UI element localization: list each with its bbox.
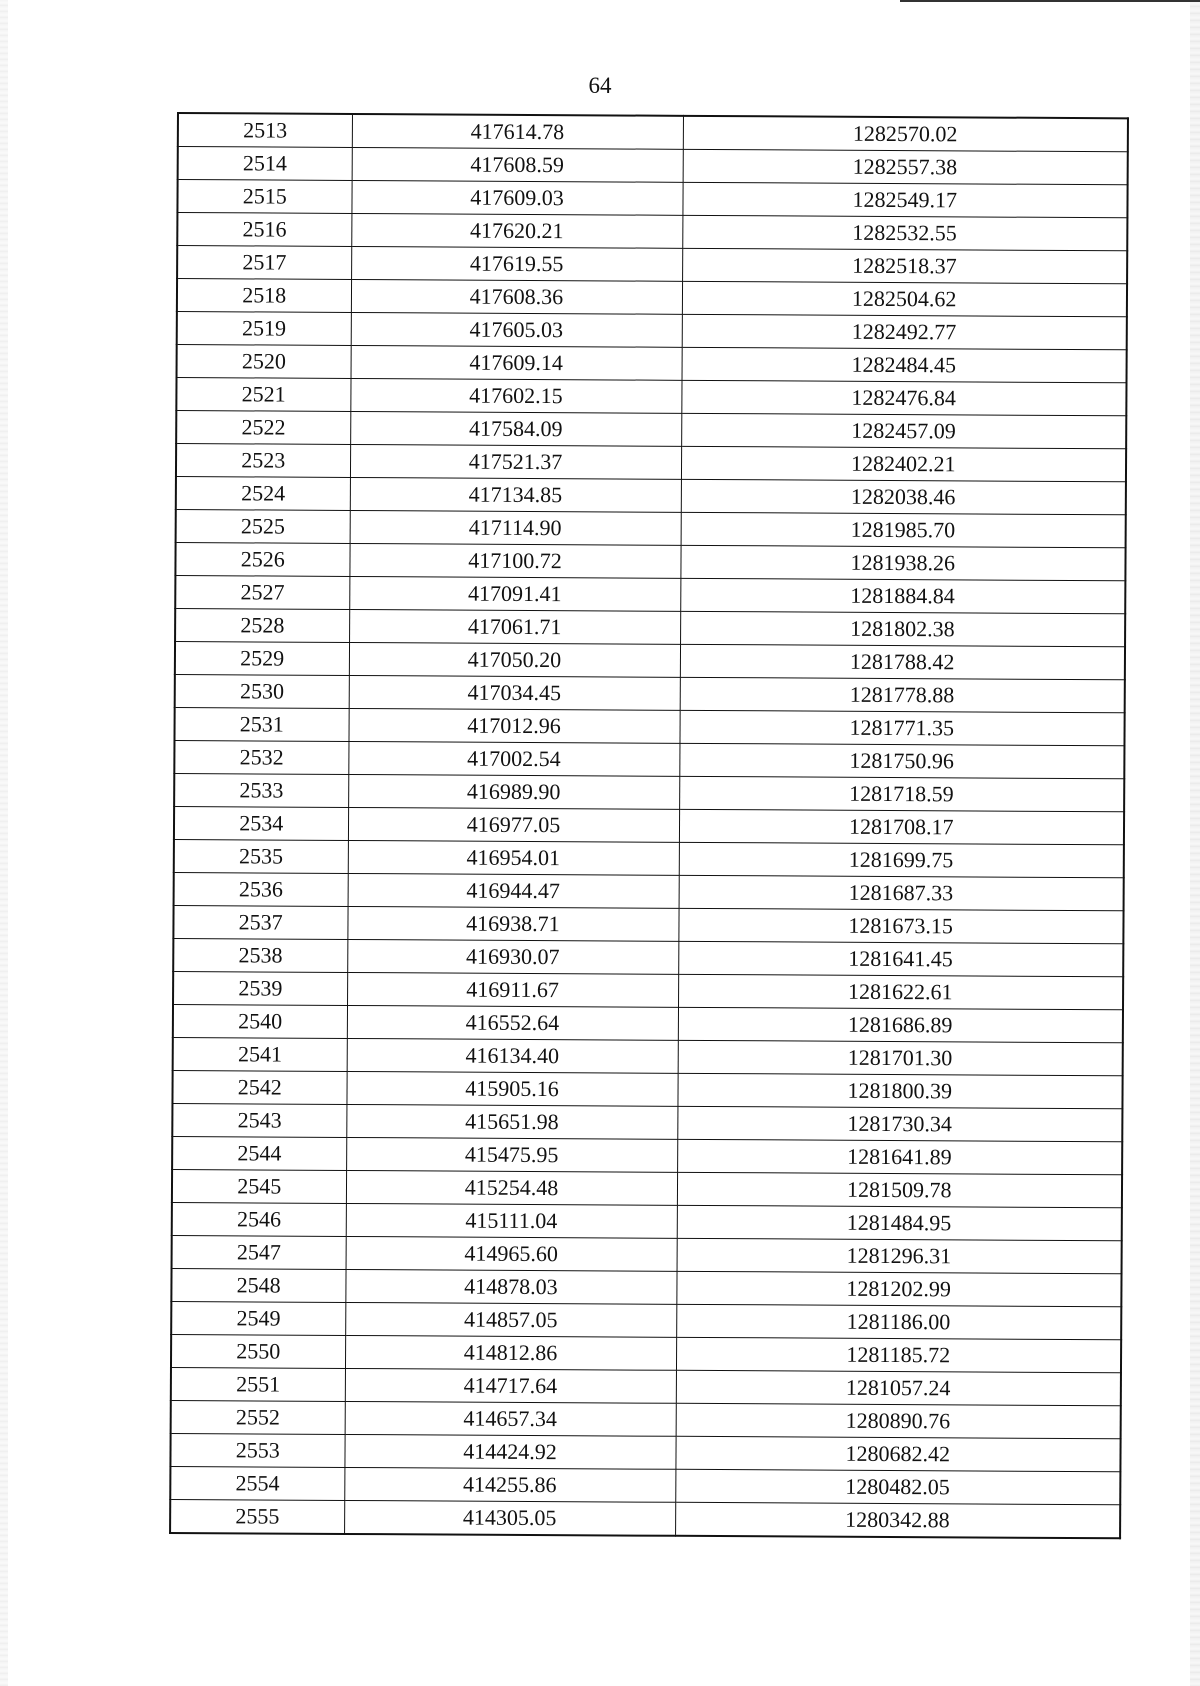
coordinate-table-body	[170, 113, 1128, 1538]
y-coordinate-cell: 1281730.34	[677, 1106, 1122, 1141]
scan-edge-left	[0, 0, 8, 1686]
point-number-cell: 2547	[172, 1235, 346, 1269]
point-number-cell: 2526	[175, 542, 349, 576]
x-coordinate-cell: 417602.15	[350, 378, 681, 413]
table-row	[172, 1103, 1122, 1141]
y-coordinate-cell: 1281296.31	[677, 1238, 1122, 1273]
table-row	[170, 1466, 1120, 1504]
coordinate-table-container	[169, 112, 1127, 1539]
x-coordinate-cell: 415905.16	[346, 1071, 677, 1106]
x-coordinate-cell: 414424.92	[344, 1434, 675, 1469]
x-coordinate-cell: 416552.64	[347, 1005, 678, 1040]
y-coordinate-cell: 1281673.15	[678, 908, 1123, 943]
point-number-cell: 2521	[176, 378, 350, 412]
y-coordinate-cell: 1282476.84	[681, 380, 1126, 415]
point-number-cell: 2515	[177, 180, 351, 214]
table-row	[176, 444, 1126, 482]
point-number-cell: 2528	[175, 608, 349, 642]
table-row	[176, 509, 1126, 547]
y-coordinate-cell: 1281771.35	[679, 710, 1124, 745]
y-coordinate-cell: 1281699.75	[679, 842, 1124, 877]
y-coordinate-cell: 1281701.30	[678, 1040, 1123, 1075]
y-coordinate-cell: 1280482.05	[675, 1469, 1120, 1504]
table-row	[177, 312, 1127, 350]
y-coordinate-cell: 1282549.17	[682, 182, 1127, 217]
table-row	[174, 806, 1124, 844]
y-coordinate-cell: 1281985.70	[681, 512, 1126, 547]
y-coordinate-cell: 1281641.89	[677, 1139, 1122, 1174]
x-coordinate-cell: 417091.41	[349, 576, 680, 611]
y-coordinate-cell: 1281202.99	[676, 1271, 1121, 1306]
x-coordinate-cell: 414255.86	[344, 1467, 675, 1502]
x-coordinate-cell: 417619.55	[351, 246, 682, 281]
table-row	[172, 1136, 1122, 1174]
point-number-cell: 2523	[176, 444, 350, 478]
table-row	[173, 1004, 1123, 1042]
table-row	[172, 1070, 1122, 1108]
y-coordinate-cell: 1282504.62	[682, 281, 1127, 316]
table-row	[172, 1169, 1122, 1207]
point-number-cell: 2532	[174, 740, 348, 774]
y-coordinate-cell: 1280890.76	[676, 1403, 1121, 1438]
table-row	[170, 1499, 1120, 1538]
y-coordinate-cell: 1281788.42	[680, 644, 1125, 679]
point-number-cell: 2534	[174, 806, 348, 840]
point-number-cell: 2516	[177, 213, 351, 247]
point-number-cell: 2555	[170, 1499, 344, 1533]
table-row	[177, 279, 1127, 317]
y-coordinate-cell: 1282570.02	[683, 116, 1128, 152]
y-coordinate-cell: 1281938.26	[680, 545, 1125, 580]
x-coordinate-cell: 417521.37	[350, 444, 681, 479]
point-number-cell: 2554	[170, 1466, 344, 1500]
x-coordinate-cell: 417050.20	[349, 642, 680, 677]
x-coordinate-cell: 416989.90	[348, 774, 679, 809]
x-coordinate-cell: 416930.07	[347, 939, 678, 974]
point-number-cell: 2539	[173, 971, 347, 1005]
point-number-cell: 2551	[171, 1367, 345, 1401]
point-number-cell: 2536	[174, 872, 348, 906]
x-coordinate-cell: 417134.85	[350, 477, 681, 512]
table-row	[174, 707, 1124, 745]
table-row	[172, 1235, 1122, 1273]
table-row	[175, 641, 1125, 679]
point-number-cell: 2530	[175, 674, 349, 708]
x-coordinate-cell: 416954.01	[348, 840, 679, 875]
table-row	[176, 476, 1126, 514]
point-number-cell: 2537	[173, 905, 347, 939]
point-number-cell: 2520	[177, 345, 351, 379]
scan-edge-right	[1190, 0, 1200, 1686]
table-row	[174, 872, 1124, 910]
point-number-cell: 2544	[172, 1136, 346, 1170]
x-coordinate-cell: 417061.71	[349, 609, 680, 644]
point-number-cell: 2548	[171, 1268, 345, 1302]
point-number-cell: 2545	[172, 1169, 346, 1203]
x-coordinate-cell: 416938.71	[347, 906, 678, 941]
y-coordinate-cell: 1282492.77	[682, 314, 1127, 349]
x-coordinate-cell: 417012.96	[348, 708, 679, 743]
point-number-cell: 2543	[172, 1103, 346, 1137]
scan-top-line	[900, 0, 1200, 2]
x-coordinate-cell: 414812.86	[345, 1335, 676, 1370]
table-row	[178, 147, 1128, 185]
point-number-cell: 2519	[177, 312, 351, 346]
y-coordinate-cell: 1281802.38	[680, 611, 1125, 646]
y-coordinate-cell: 1281718.59	[679, 776, 1124, 811]
x-coordinate-cell: 415651.98	[346, 1104, 677, 1139]
table-row	[171, 1334, 1121, 1372]
y-coordinate-cell: 1281057.24	[676, 1370, 1121, 1405]
x-coordinate-cell: 414657.34	[345, 1401, 676, 1436]
y-coordinate-cell: 1281708.17	[679, 809, 1124, 844]
x-coordinate-cell: 414878.03	[345, 1269, 676, 1304]
table-row	[175, 575, 1125, 613]
x-coordinate-cell: 415475.95	[346, 1137, 677, 1172]
x-coordinate-cell: 416944.47	[348, 873, 679, 908]
point-number-cell: 2513	[178, 113, 352, 147]
y-coordinate-cell: 1281687.33	[679, 875, 1124, 910]
x-coordinate-cell: 417114.90	[350, 510, 681, 545]
table-row	[173, 938, 1123, 976]
coordinate-table	[169, 112, 1129, 1539]
y-coordinate-cell: 1282518.37	[682, 248, 1127, 283]
x-coordinate-cell: 417608.59	[352, 147, 683, 182]
point-number-cell: 2524	[176, 476, 350, 510]
point-number-cell: 2550	[171, 1334, 345, 1368]
y-coordinate-cell: 1282532.55	[682, 215, 1127, 250]
y-coordinate-cell: 1281686.89	[678, 1007, 1123, 1042]
table-row	[174, 740, 1124, 778]
point-number-cell: 2553	[170, 1433, 344, 1467]
y-coordinate-cell: 1281185.72	[676, 1337, 1121, 1372]
table-row	[177, 213, 1127, 251]
table-row	[173, 1037, 1123, 1075]
x-coordinate-cell: 417034.45	[349, 675, 680, 710]
point-number-cell: 2552	[171, 1400, 345, 1434]
y-coordinate-cell: 1281186.00	[676, 1304, 1121, 1339]
y-coordinate-cell: 1280682.42	[675, 1436, 1120, 1471]
x-coordinate-cell: 415254.48	[346, 1170, 677, 1205]
y-coordinate-cell: 1282038.46	[681, 479, 1126, 514]
table-row	[171, 1400, 1121, 1438]
table-row	[173, 971, 1123, 1009]
table-row	[177, 180, 1127, 218]
table-row	[172, 1202, 1122, 1240]
point-number-cell: 2549	[171, 1301, 345, 1335]
x-coordinate-cell: 417608.36	[351, 279, 682, 314]
point-number-cell: 2525	[176, 509, 350, 543]
point-number-cell: 2541	[173, 1037, 347, 1071]
table-row	[175, 674, 1125, 712]
x-coordinate-cell: 416977.05	[348, 807, 679, 842]
y-coordinate-cell: 1281484.95	[677, 1205, 1122, 1240]
y-coordinate-cell: 1281641.45	[678, 941, 1123, 976]
point-number-cell: 2542	[172, 1070, 346, 1104]
y-coordinate-cell: 1281778.88	[680, 677, 1125, 712]
x-coordinate-cell: 417002.54	[348, 741, 679, 776]
point-number-cell: 2531	[174, 707, 348, 741]
table-row	[174, 773, 1124, 811]
table-row	[173, 905, 1123, 943]
point-number-cell: 2518	[177, 279, 351, 313]
x-coordinate-cell: 415111.04	[346, 1203, 677, 1238]
table-row	[171, 1367, 1121, 1405]
point-number-cell: 2538	[173, 938, 347, 972]
x-coordinate-cell: 417609.14	[351, 345, 682, 380]
y-coordinate-cell: 1281509.78	[677, 1172, 1122, 1207]
x-coordinate-cell: 417620.21	[351, 213, 682, 248]
x-coordinate-cell: 417584.09	[350, 411, 681, 446]
table-row	[177, 345, 1127, 383]
x-coordinate-cell: 416134.40	[347, 1038, 678, 1073]
y-coordinate-cell: 1281800.39	[677, 1073, 1122, 1108]
table-row	[176, 411, 1126, 449]
point-number-cell: 2533	[174, 773, 348, 807]
point-number-cell: 2546	[172, 1202, 346, 1236]
y-coordinate-cell: 1281884.84	[680, 578, 1125, 613]
table-row	[175, 608, 1125, 646]
point-number-cell: 2517	[177, 246, 351, 280]
table-row	[178, 113, 1128, 152]
y-coordinate-cell: 1282457.09	[681, 413, 1126, 448]
table-row	[176, 378, 1126, 416]
point-number-cell: 2529	[175, 641, 349, 675]
point-number-cell: 2527	[175, 575, 349, 609]
point-number-cell: 2514	[178, 147, 352, 181]
x-coordinate-cell: 416911.67	[347, 972, 678, 1007]
table-row	[171, 1268, 1121, 1306]
y-coordinate-cell: 1280342.88	[675, 1502, 1120, 1538]
table-row	[177, 246, 1127, 284]
x-coordinate-cell: 414965.60	[346, 1236, 677, 1271]
point-number-cell: 2522	[176, 411, 350, 445]
table-row	[170, 1433, 1120, 1471]
y-coordinate-cell: 1282402.21	[681, 446, 1126, 481]
x-coordinate-cell: 414305.05	[344, 1500, 675, 1535]
table-row	[171, 1301, 1121, 1339]
x-coordinate-cell: 417609.03	[351, 180, 682, 215]
table-row	[174, 839, 1124, 877]
table-row	[175, 542, 1125, 580]
x-coordinate-cell: 417100.72	[349, 543, 680, 578]
x-coordinate-cell: 414717.64	[345, 1368, 676, 1403]
y-coordinate-cell: 1282484.45	[682, 347, 1127, 382]
point-number-cell: 2540	[173, 1004, 347, 1038]
x-coordinate-cell: 417614.78	[352, 114, 683, 149]
page-number: 64	[588, 73, 612, 98]
y-coordinate-cell: 1281622.61	[678, 974, 1123, 1009]
point-number-cell: 2535	[174, 839, 348, 873]
y-coordinate-cell: 1282557.38	[683, 149, 1128, 184]
y-coordinate-cell: 1281750.96	[679, 743, 1124, 778]
x-coordinate-cell: 417605.03	[351, 312, 682, 347]
x-coordinate-cell: 414857.05	[345, 1302, 676, 1337]
